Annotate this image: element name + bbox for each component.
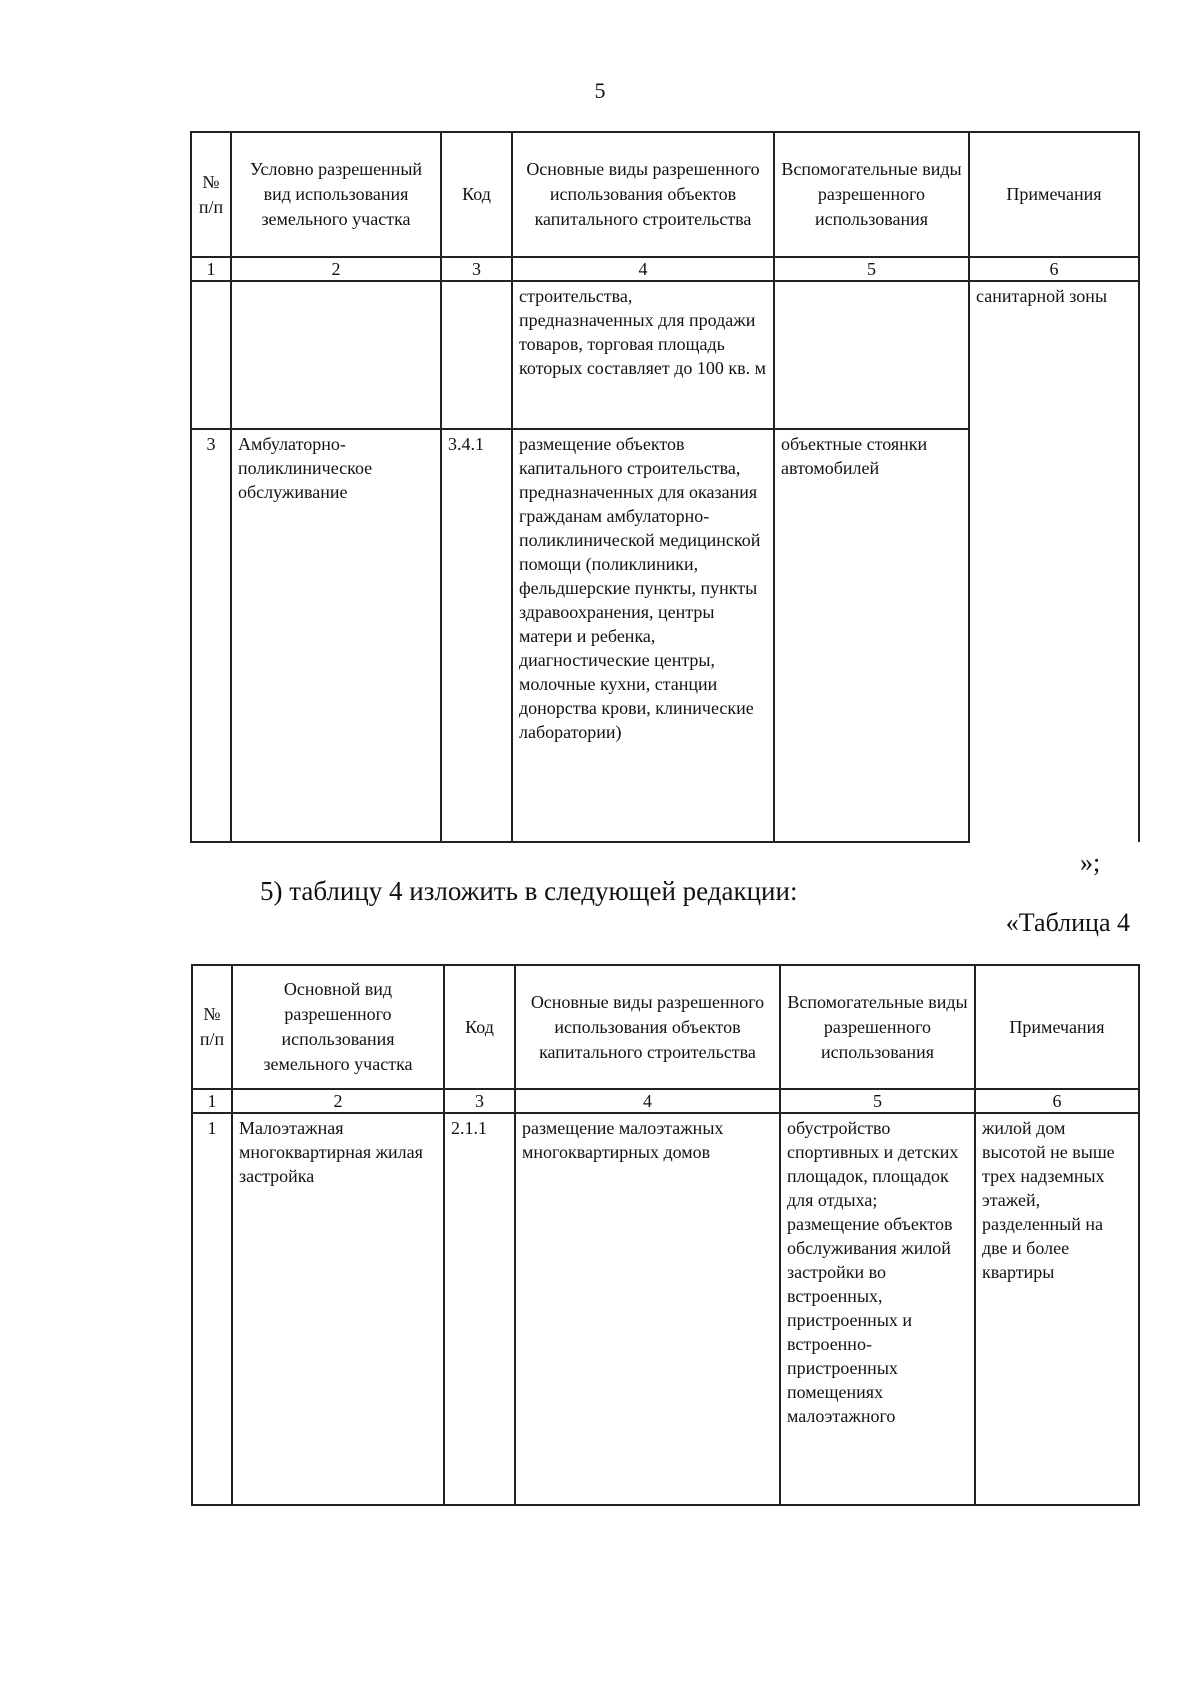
col-number: 1 xyxy=(192,1089,232,1113)
table-header-row xyxy=(192,965,1139,1089)
col-number: 1 xyxy=(191,257,231,281)
header-code: Код xyxy=(444,965,515,1089)
cell-main: размещение объектов капитального строительства, предназначенных для оказания гражданам амбулаторно-поликлинической медицинской помощи (поликлиники, фельдшерские пункты, пункты здравоохранения, центры матери и ребенка, диагностические центры, молочные кухни, станции донорства крови, клинические лаборатории) xyxy=(512,429,774,842)
col-number: 6 xyxy=(975,1089,1139,1113)
cell-num xyxy=(191,281,231,429)
header-aux: Вспомогательные виды разрешенного использования xyxy=(780,965,975,1089)
cell-code: 2.1.1 xyxy=(444,1113,515,1505)
cell-use: Малоэтажная многоквартирная жилая застройка xyxy=(232,1113,444,1505)
zoning-table-continued xyxy=(190,131,1140,843)
column-number-row xyxy=(191,257,1139,281)
closing-quote: »; xyxy=(1080,848,1101,877)
cell-notes: жилой дом высотой не выше трех надземных этажей, разделенный на две и более квартиры xyxy=(975,1113,1139,1505)
col-number: 4 xyxy=(515,1089,780,1113)
header-main: Основные виды разрешенного использования объектов капитального строительства xyxy=(515,965,780,1089)
col-number: 4 xyxy=(512,257,774,281)
header-notes: Примечания xyxy=(969,132,1139,257)
table-row xyxy=(192,1113,1139,1505)
cell-code xyxy=(441,281,512,429)
cell-aux: объектные стоянки автомобилей xyxy=(774,429,969,842)
cell-code: 3.4.1 xyxy=(441,429,512,842)
col-number: 3 xyxy=(441,257,512,281)
cell-num: 3 xyxy=(191,429,231,842)
header-main: Основные виды разрешенного использования объектов капитального строительства xyxy=(512,132,774,257)
amendment-instruction: 5) таблицу 4 изложить в следующей редакции: xyxy=(260,876,798,906)
header-use: Основной вид разрешенного использования земельного участка xyxy=(232,965,444,1089)
col-number: 6 xyxy=(969,257,1139,281)
table-row xyxy=(191,281,1139,429)
header-aux: Вспомогательные виды разрешенного использования xyxy=(774,132,969,257)
header-num: № п/п xyxy=(192,965,232,1089)
col-number: 2 xyxy=(232,1089,444,1113)
header-num: № п/п xyxy=(191,132,231,257)
col-number: 5 xyxy=(780,1089,975,1113)
column-number-row xyxy=(192,1089,1139,1113)
header-use: Условно разрешенный вид использования земельного участка xyxy=(231,132,441,257)
col-number: 3 xyxy=(444,1089,515,1113)
page-number: 5 xyxy=(594,78,606,103)
header-notes: Примечания xyxy=(975,965,1139,1089)
table-header-row xyxy=(191,132,1139,257)
col-number: 2 xyxy=(231,257,441,281)
cell-use xyxy=(231,281,441,429)
cell-aux: обустройство спортивных и детских площадок, площадок для отдыха; размещение объектов обслуживания жилой застройки во встроенных, пристроенных и встроенно-пристроенных помещениях малоэтажного xyxy=(780,1113,975,1505)
cell-num: 1 xyxy=(192,1113,232,1505)
cell-aux xyxy=(774,281,969,429)
cell-main: строительства, предназначенных для продажи товаров, торговая площадь которых составляет до 100 кв. м xyxy=(512,281,774,429)
zoning-table-4 xyxy=(191,964,1140,1506)
table-caption: «Таблица 4 xyxy=(1005,908,1130,937)
cell-use: Амбулаторно-поликлиническое обслуживание xyxy=(231,429,441,842)
col-number: 5 xyxy=(774,257,969,281)
header-code: Код xyxy=(441,132,512,257)
cell-main: размещение малоэтажных многоквартирных домов xyxy=(515,1113,780,1505)
cell-notes: санитарной зоны xyxy=(969,281,1139,842)
